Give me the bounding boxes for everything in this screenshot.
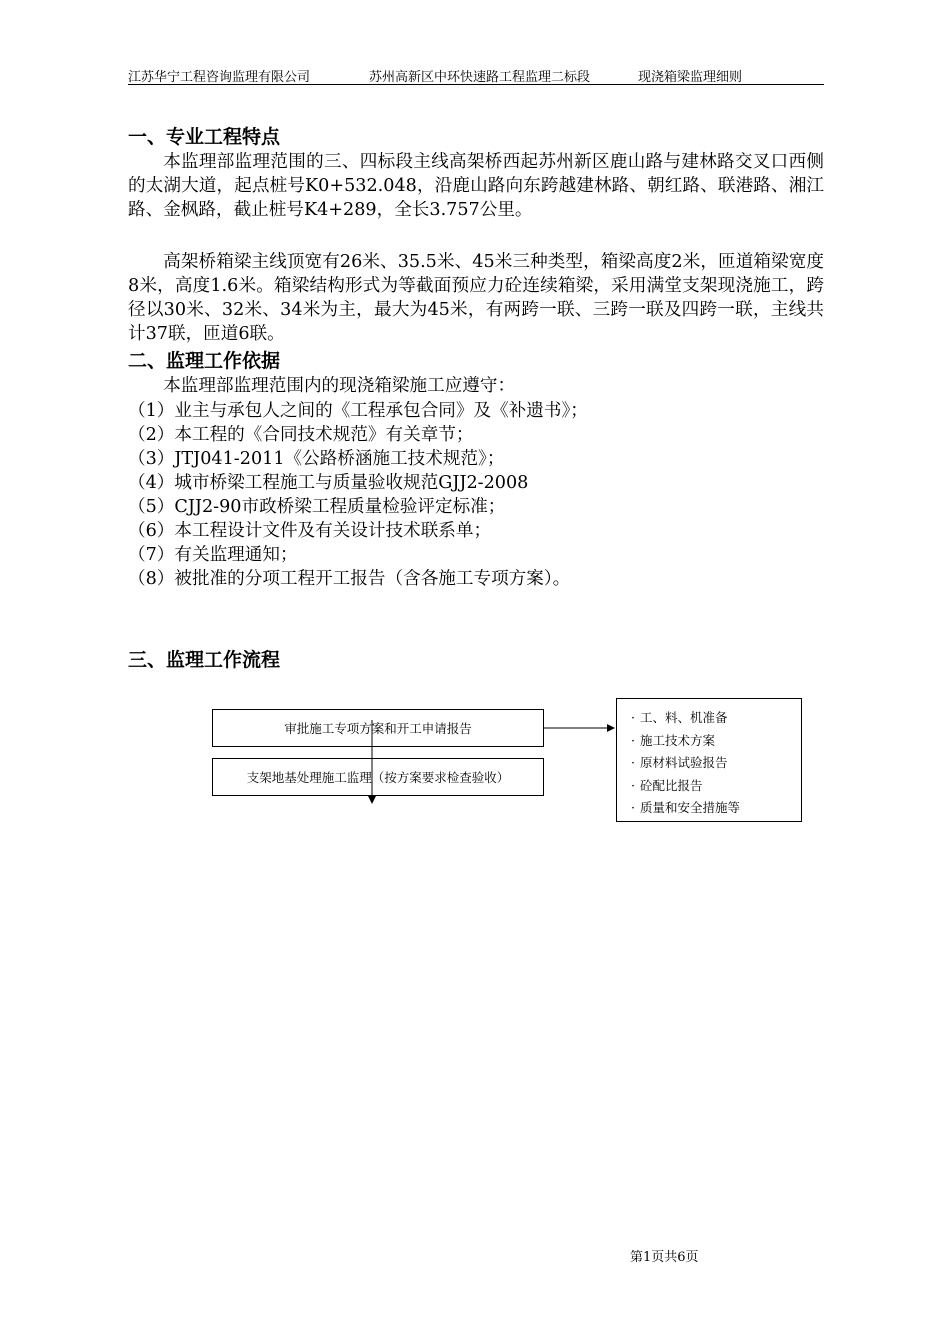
list-item: （8）被批准的分项工程开工报告（含各施工专项方案）。	[128, 569, 571, 589]
header-document-title: 现浇箱梁监理细则	[638, 70, 743, 85]
section2-intro: 本监理部监理范围内的现浇箱梁施工应遵守：	[163, 376, 516, 396]
list-item: · 施工技术方案	[631, 730, 801, 753]
basis-list	[128, 399, 824, 591]
section3-heading: 三、监理工作流程	[128, 649, 281, 671]
list-item: （4）城市桥梁工程施工与质量验收规范GJJ2-2008	[128, 473, 529, 493]
list-item: · 工、料、机准备	[631, 707, 801, 730]
list-item: · 质量和安全措施等	[631, 797, 801, 820]
section2-heading: 二、监理工作依据	[128, 350, 281, 372]
preparation-list-box	[616, 698, 802, 822]
header-company: 江苏华宁工程咨询监理有限公司	[128, 70, 311, 85]
flow-step-approve-plan: 审批施工专项方案和开工申请报告	[212, 709, 544, 747]
list-item: （7）有关监理通知；	[128, 545, 298, 565]
section1-heading: 一、专业工程特点	[128, 126, 281, 148]
page-header	[128, 64, 824, 85]
list-item: （5）CJJ2-90市政桥梁工程质量检验评定标准；	[128, 497, 506, 517]
section1-paragraph-1: 本监理部监理范围的三、四标段主线高架桥西起苏州新区鹿山路与建林路交叉口西侧的太湖大道，起点桩号K0+532.048，沿鹿山路向东跨越建林路、朝红路、联港路、湘江路、金枫路，截止桩号K4+289，全长3.757公里。	[128, 152, 824, 220]
list-item: （3）JTJ041-2011《公路桥涵施工技术规范》；	[128, 449, 505, 469]
list-item: · 砼配比报告	[631, 775, 801, 798]
page-number: 第1页共6页	[630, 1250, 699, 1265]
header-project: 苏州高新区中环快速路工程监理二标段	[369, 70, 591, 85]
section1-paragraph-2: 高架桥箱梁主线顶宽有26米、35.5米、45米三种类型，箱梁高度2米，匝道箱梁宽度8米，高度1.6米。箱梁结构形式为等截面预应力砼连续箱梁，采用满堂支架现浇施工，跨径以30米、32米、34米为主，最大为45米，有两跨一联、三跨一联及四跨一联，主线共计37联，匝道6联。	[128, 252, 824, 344]
list-item: （2）本工程的《合同技术规范》有关章节；	[128, 425, 474, 445]
flow-step-foundation-supervision: 支架地基处理施工监理（按方案要求检查验收）	[212, 758, 544, 796]
list-item: （6）本工程设计文件及有关设计技术联系单；	[128, 521, 492, 541]
list-item: · 原材料试验报告	[631, 752, 801, 775]
list-item: （1）业主与承包人之间的《工程承包合同》及《补遗书》；	[128, 401, 588, 421]
